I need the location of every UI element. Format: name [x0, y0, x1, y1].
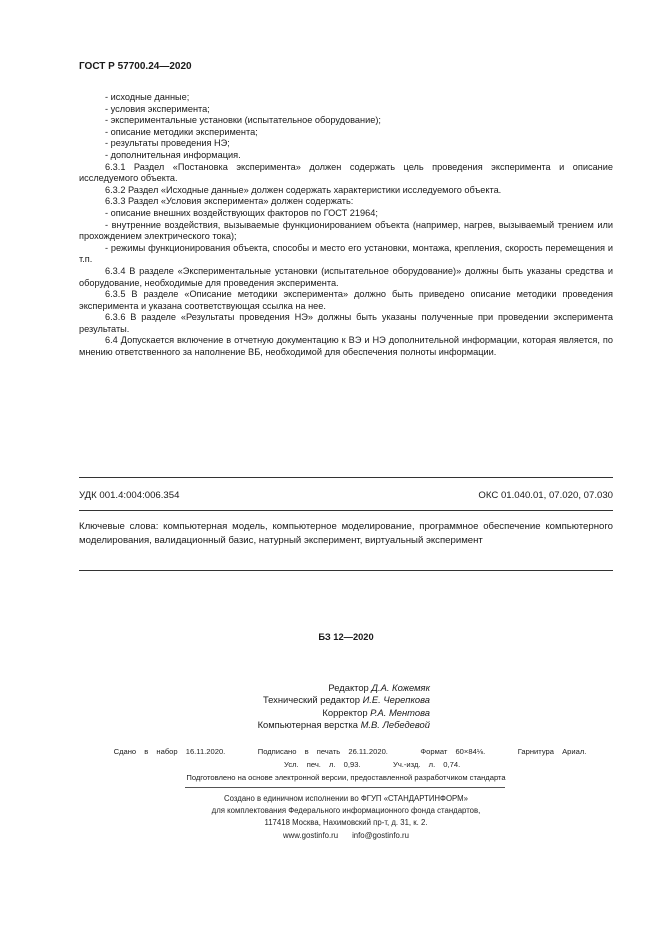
udk-code: УДК 001.4:004:006.354	[79, 490, 180, 501]
credit-line: Редактор Д.А. Кожемяк	[328, 682, 430, 693]
publisher-contacts	[79, 830, 613, 842]
credits-block	[180, 682, 430, 732]
credit-line: Корректор Р.А. Ментова	[322, 706, 430, 718]
bottom-divider	[79, 570, 613, 571]
print-info	[100, 745, 600, 771]
website-link[interactable]: www.gostinfo.ru	[283, 830, 339, 840]
classification-row	[79, 490, 613, 501]
document-header: ГОСТ Р 57700.24—2020	[79, 61, 192, 72]
list-item: - условия эксперимента;	[105, 103, 210, 114]
publisher-line: Создано в единичном исполнении во ФГУП «СТАНДАРТИНФОРМ»	[224, 794, 468, 803]
bz-number: БЗ 12—2020	[318, 632, 374, 642]
prepared-note: Подготовлено на основе электронной версии, предоставленной разработчиком стандарта	[186, 773, 506, 782]
list-item: - описание методики эксперимента;	[105, 126, 258, 137]
list-item: - результаты проведения НЭ;	[105, 138, 230, 149]
list-item: - экспериментальные установки (испытательное оборудование);	[105, 115, 381, 126]
list-item: - режимы функционирования объекта, способы и место его установки, монтажа, крепления, скорость перемещения и т.п.	[79, 242, 613, 265]
paragraph: 6.3.2 Раздел «Исходные данные» должен содержать характеристики исследуемого объекта.	[105, 184, 502, 195]
paragraph: 6.3.5 В разделе «Описание методики эксперимента» должно быть приведено описание методики проведения эксперимента и указана соответствующая ссылка на нее.	[79, 289, 613, 311]
print-info-line: Сдано в набор 16.11.2020. Подписано в печать 26.11.2020. Формат 60×84⅛. Гарнитура Ариал.	[113, 747, 587, 756]
paragraph: 6.3.4 В разделе «Экспериментальные установки (испытательное оборудование)» должны быть указаны средства и оборудование, необходимые для проведения эксперимента.	[79, 265, 613, 288]
paragraph: 6.3.3 Раздел «Условия эксперимента» должен содержать:	[105, 196, 354, 207]
document-body	[79, 92, 613, 359]
print-info-line: Усл. печ. л. 0,93. Уч.-изд. л. 0,74.	[284, 760, 461, 769]
publisher-block	[79, 793, 613, 842]
list-item: - исходные данные;	[105, 92, 190, 102]
email-link[interactable]: info@gostinfo.ru	[352, 830, 409, 840]
middle-divider	[79, 510, 613, 511]
oks-code: ОКС 01.040.01, 07.020, 07.030	[478, 490, 613, 501]
list-item: - внутренние воздействия, вызываемые функционированием объекта (например, нагрев, вызываемый трением или прохождением электрического тока);	[79, 219, 613, 242]
publisher-divider	[185, 787, 505, 788]
top-divider	[79, 477, 613, 478]
paragraph: 6.3.1 Раздел «Постановка эксперимента» должен содержать цель проведения эксперимента и описание исследуемого объекта.	[79, 161, 613, 184]
publisher-line: для комплектования Федерального информационного фонда стандартов,	[211, 806, 481, 816]
list-item: - дополнительная информация.	[105, 149, 241, 160]
keywords: Ключевые слова: компьютерная модель, компьютерное моделирование, программное обеспечение компьютерного моделирования, валидационный базис, натурный эксперимент, виртуальный эксперимент	[79, 521, 613, 546]
publisher-address: 117418 Москва, Нахимовский пр-т, д. 31, к. 2.	[264, 818, 428, 828]
credit-line: Компьютерная верстка М.В. Лебедевой	[257, 719, 430, 731]
credit-line: Технический редактор И.Е. Черепкова	[262, 694, 430, 706]
paragraph: 6.4 Допускается включение в отчетную документацию к ВЭ и НЭ дополнительной информации, которая является, по мнению ответственного за наполнение ВБ, необходимой для обеспечения полноты информации.	[79, 335, 613, 358]
list-item: - описание внешних воздействующих факторов по ГОСТ 21964;	[105, 207, 378, 218]
paragraph: 6.3.6 В разделе «Результаты проведения НЭ» должны быть указаны полученные при проведении эксперимента результаты.	[79, 312, 613, 334]
